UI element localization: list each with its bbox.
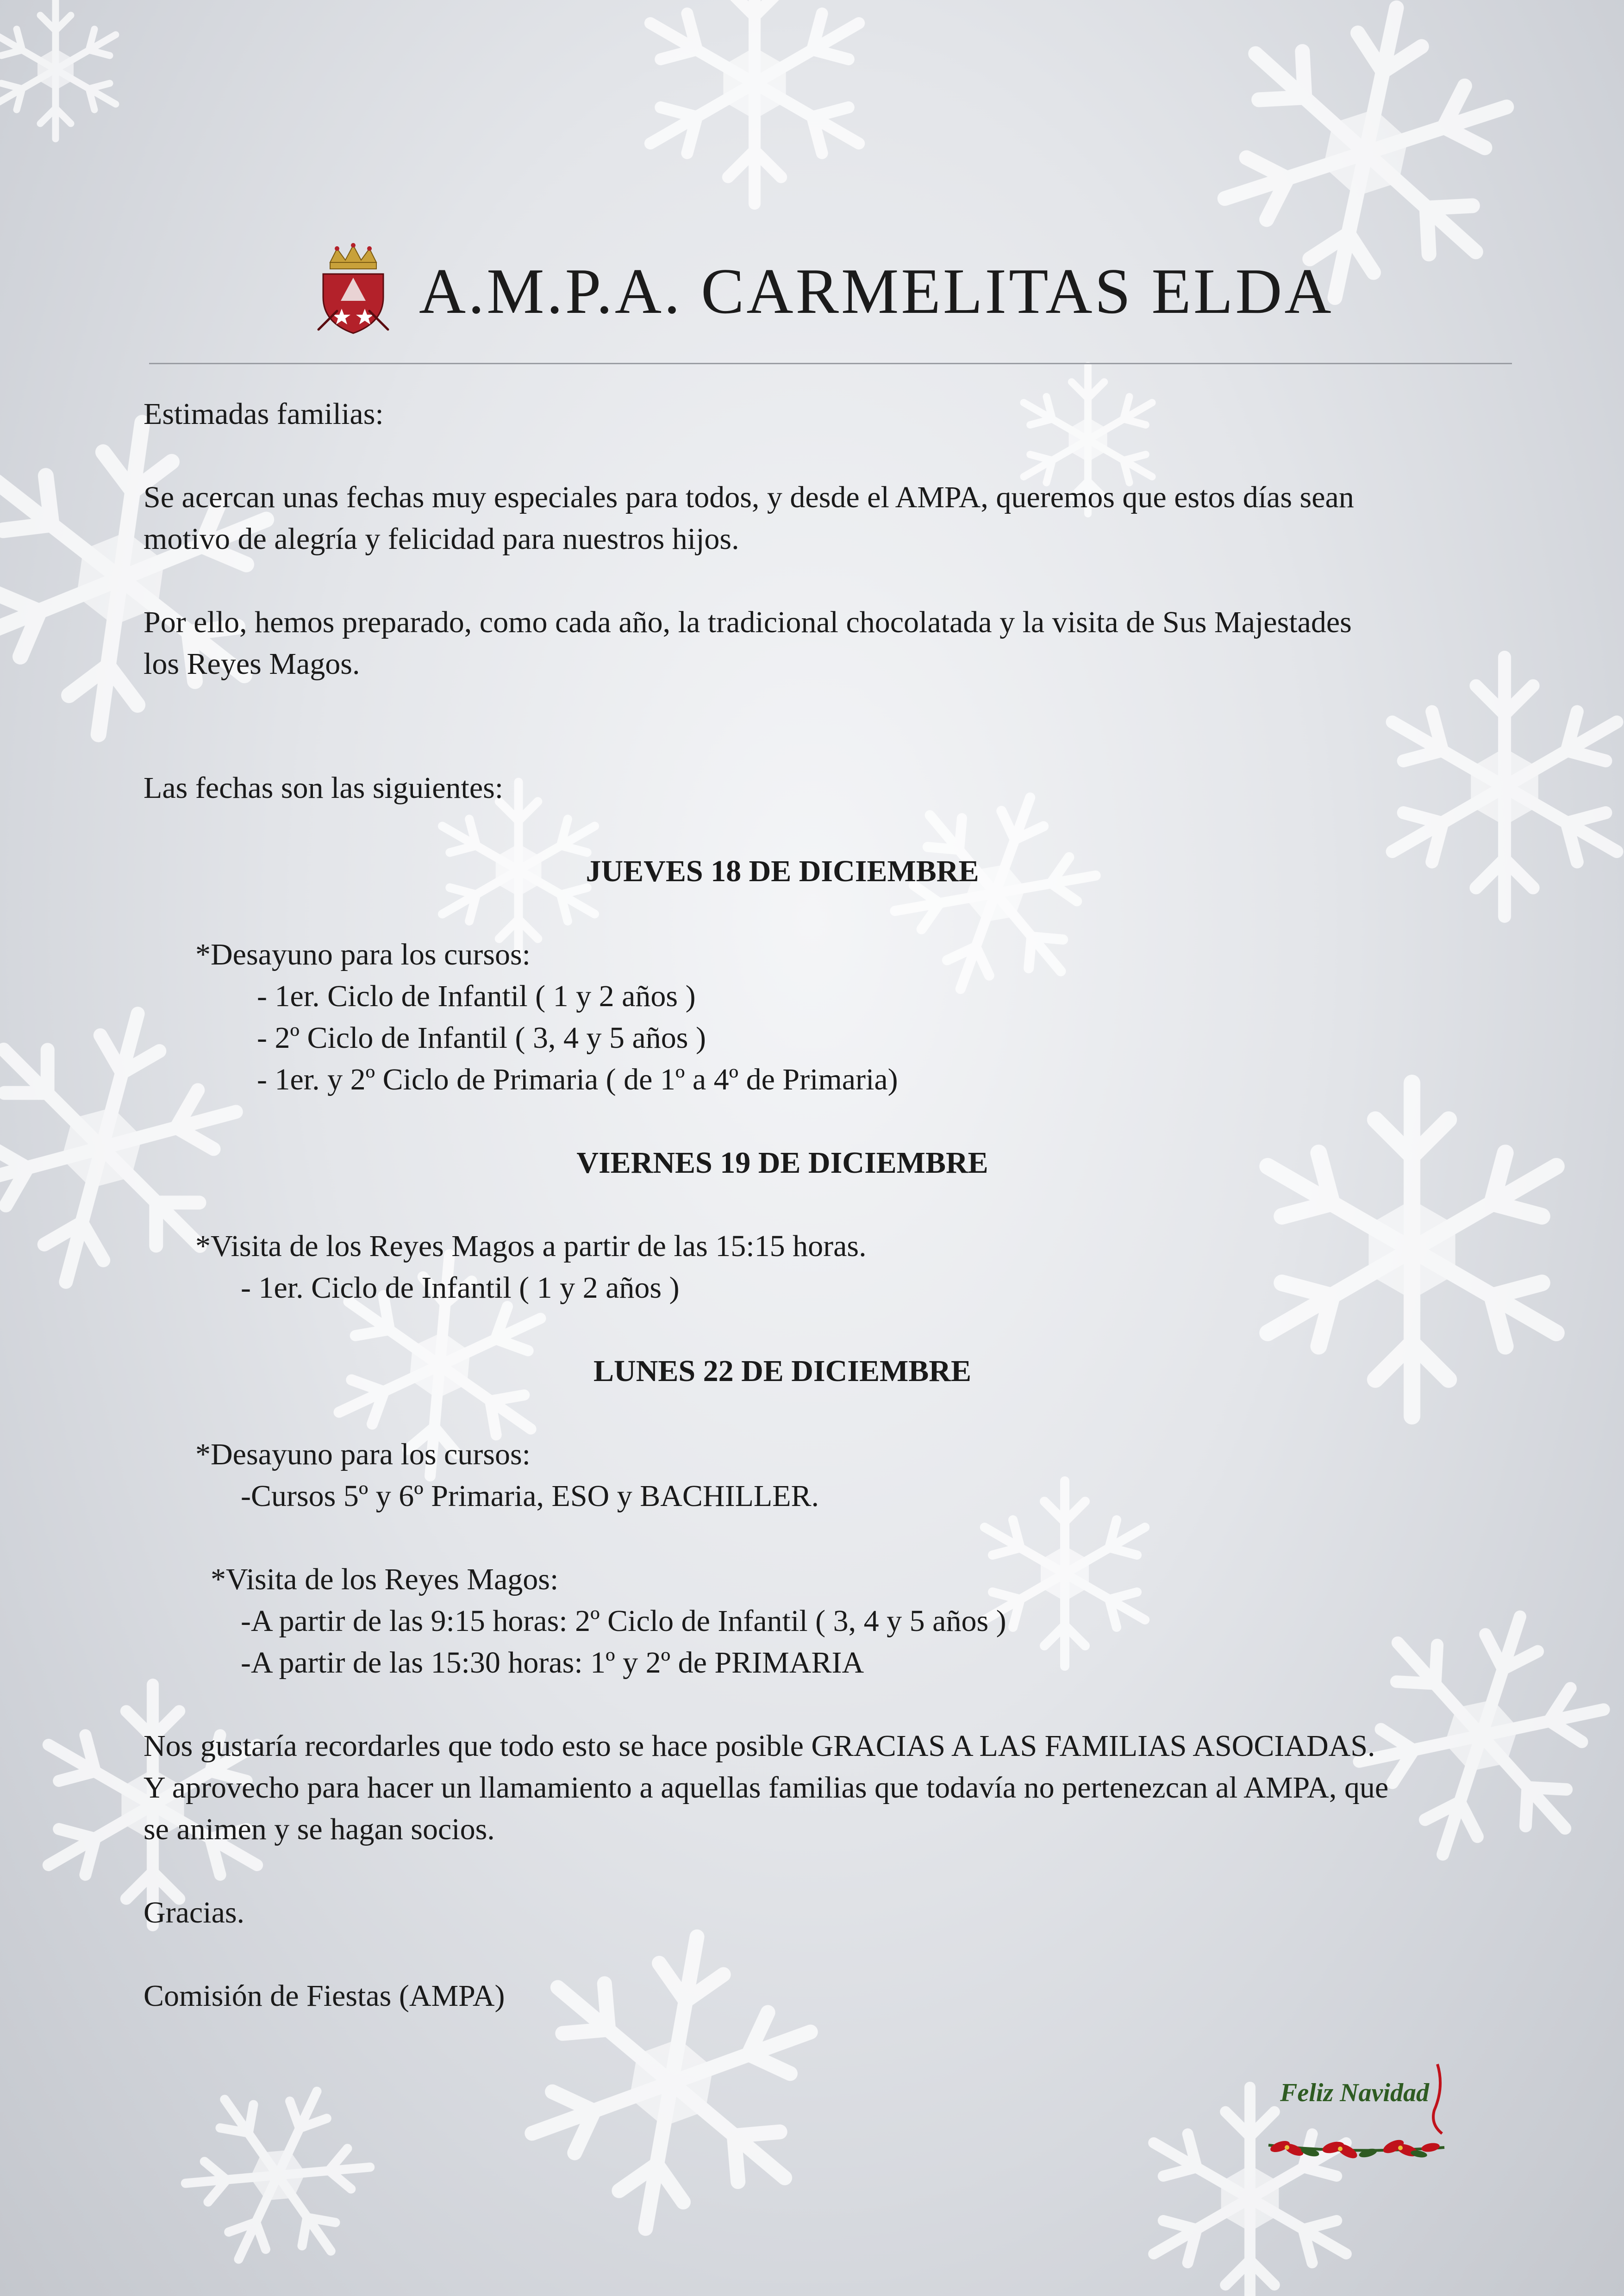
feliz-navidad-decoration — [1259, 2055, 1454, 2175]
schedule-item: *Visita de los Reyes Magos a partir de las 15:15 horas. — [195, 1229, 867, 1263]
schedule-subitem: - 1er. Ciclo de Infantil ( 1 y 2 años ) — [241, 1271, 680, 1305]
closing-paragraph-line: se animen y se hagan socios. — [144, 1812, 495, 1846]
signature: Comisión de Fiestas (AMPA) — [144, 1979, 505, 2013]
snowflake-icon — [166, 2058, 390, 2293]
closing-paragraph-line: Nos gustaría recordarles que todo esto se hace posible GRACIAS A LAS FAMILIAS ASOCIADAS. — [144, 1729, 1375, 1763]
preparation-paragraph-line: Por ello, hemos preparado, como cada año, la tradicional chocolatada y la visita de Sus Majestades — [144, 605, 1352, 639]
ampa-crest-icon — [309, 242, 397, 336]
poinsettia-icon — [1259, 2055, 1454, 2175]
day-heading-monday: LUNES 22 DE DICIEMBRE — [593, 1354, 971, 1388]
thanks: Gracias. — [144, 1896, 245, 1929]
day-heading-friday: VIERNES 19 DE DICIEMBRE — [576, 1146, 988, 1180]
schedule-item: *Desayuno para los cursos: — [195, 938, 531, 971]
page-title: A.M.P.A. CARMELITAS ELDA — [419, 255, 1334, 327]
schedule-subitem: - 1er. Ciclo de Infantil ( 1 y 2 años ) — [257, 979, 696, 1013]
closing-paragraph-line: Y aprovecho para hacer un llamamiento a aquellas familias que todavía no pertenezcan al AMPA, que — [144, 1771, 1389, 1804]
schedule-item: *Visita de los Reyes Magos: — [211, 1562, 559, 1596]
schedule-subitem: - 2º Ciclo de Infantil ( 3, 4 y 5 años ) — [257, 1021, 706, 1055]
schedule-subitem: - 1er. y 2º Ciclo de Primaria ( de 1º a 4º de Primaria) — [257, 1063, 898, 1096]
greeting: Estimadas familias: — [144, 397, 384, 431]
header-divider — [149, 363, 1512, 364]
schedule-subitem: -A partir de las 15:30 horas: 1º y 2º de PRIMARIA — [241, 1646, 864, 1680]
schedule-item: *Desayuno para los cursos: — [195, 1437, 531, 1471]
snowflake-icon — [0, 0, 116, 139]
feliz-navidad-text: Feliz Navidad — [1280, 2078, 1429, 2107]
schedule-subitem: -A partir de las 9:15 horas: 2º Ciclo de Infantil ( 3, 4 y 5 años ) — [241, 1604, 1006, 1638]
letter-body — [144, 393, 1486, 2017]
intro-paragraph-line: motivo de alegría y felicidad para nuestros hijos. — [144, 522, 739, 556]
day-heading-thursday: JUEVES 18 DE DICIEMBRE — [586, 854, 979, 888]
dates-intro: Las fechas son las siguientes: — [144, 771, 504, 805]
schedule-subitem: -Cursos 5º y 6º Primaria, ESO y BACHILLER. — [241, 1479, 819, 1513]
intro-paragraph-line: Se acercan unas fechas muy especiales para todos, y desde el AMPA, queremos que estos días sean — [144, 480, 1354, 514]
snowflake-icon — [650, 0, 859, 204]
preparation-paragraph-line: los Reyes Magos. — [144, 647, 360, 681]
